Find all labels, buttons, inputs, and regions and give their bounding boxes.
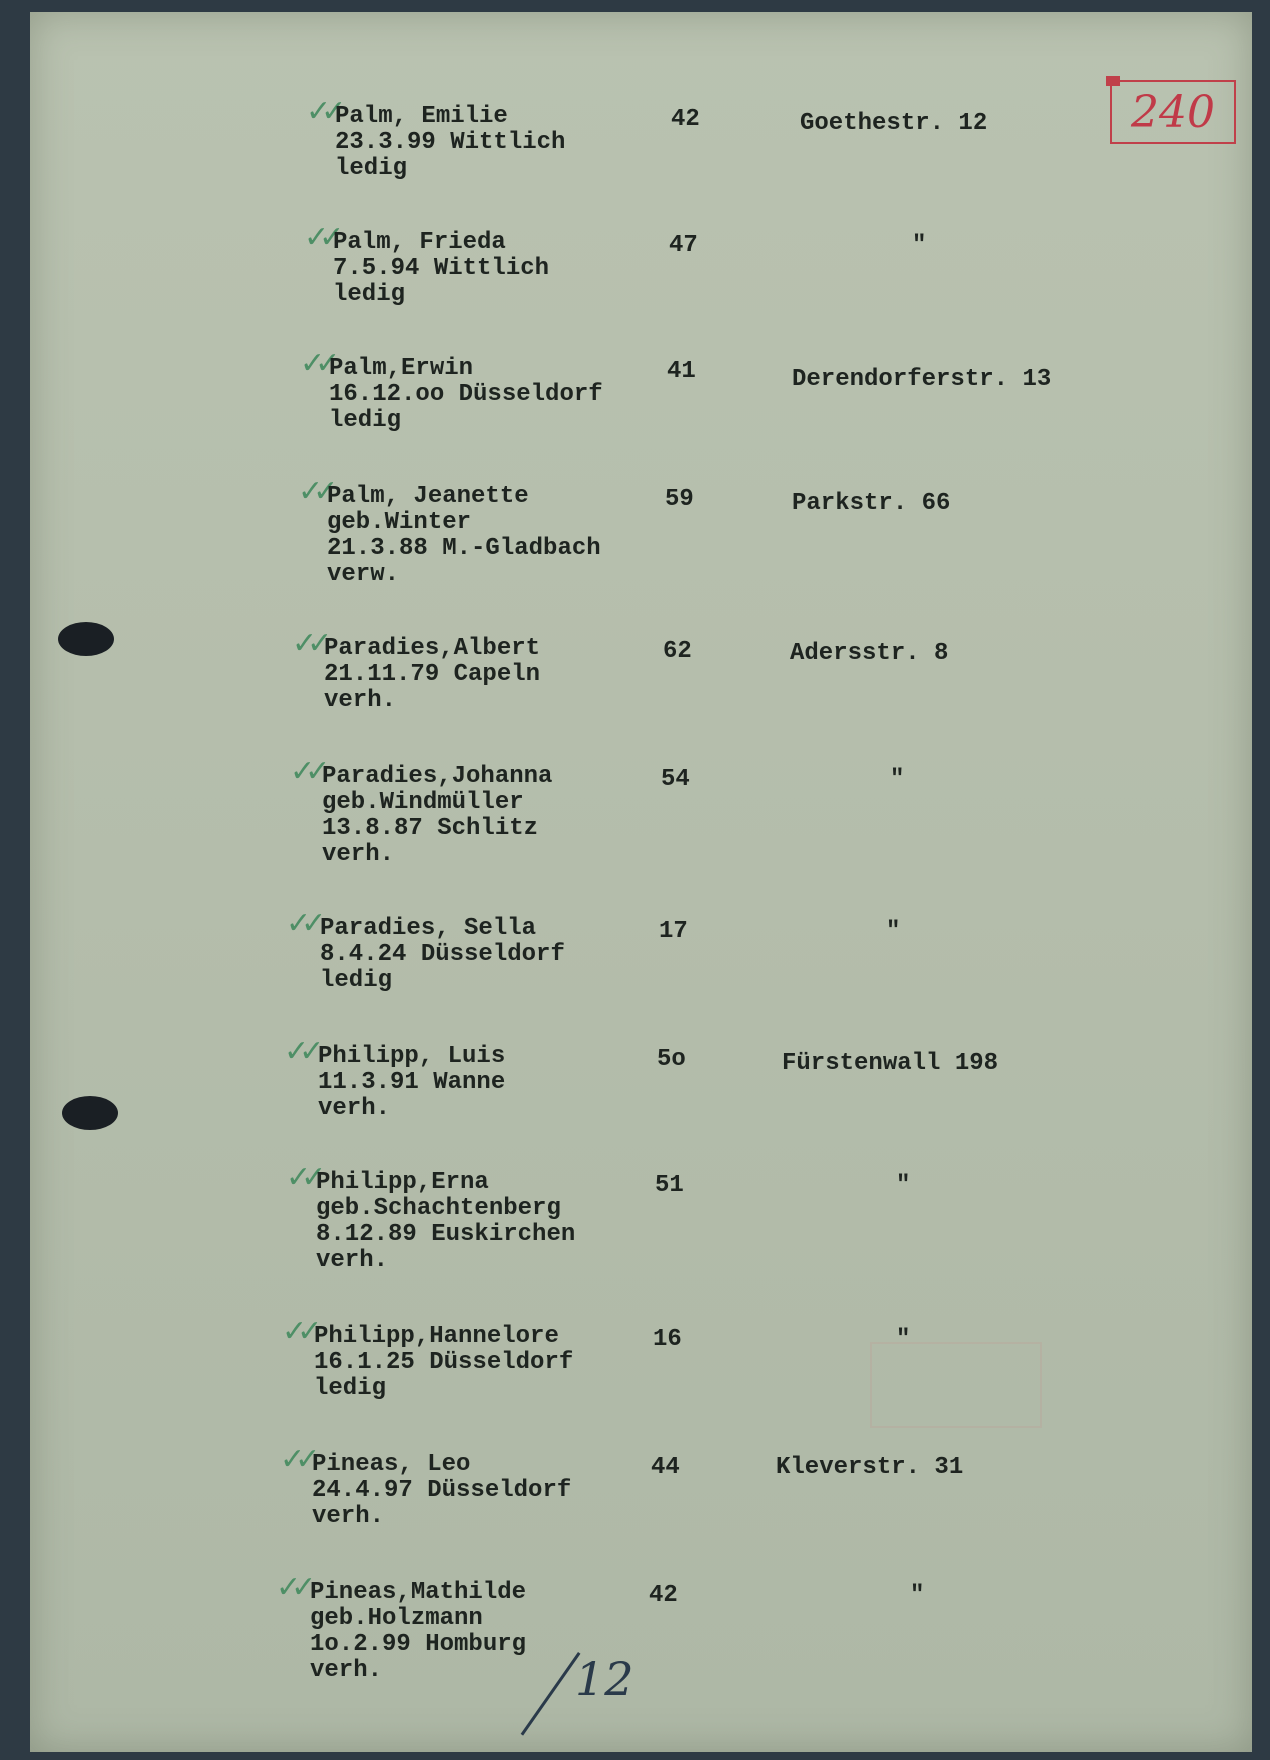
person-address: Adersstr. 8 [790,640,949,667]
person-address: Parkstr. 66 [792,490,951,517]
person-status: ledig [333,281,406,308]
person-birth: 11.3.91 Wanne [318,1069,506,1096]
check-mark-icon: ✓✓ [280,1442,311,1477]
person-name: Philipp,Hannelore [314,1323,559,1350]
person-name: Pineas,Mathilde [310,1579,527,1606]
footer-mark: 12 [575,1652,634,1706]
check-mark-icon: ✓✓ [276,1570,307,1605]
person-birth: 23.3.99 Wittlich [335,129,566,156]
check-mark-icon: ✓✓ [298,474,329,509]
person-status: ledig [335,155,408,182]
person-age: 44 [651,1454,680,1481]
person-status: verh. [324,687,397,714]
person-name: Palm, Emilie [335,103,508,130]
check-mark-icon: ✓✓ [284,1034,315,1069]
person-name: Palm, Jeanette [327,483,529,510]
person-birth: geb.Winter [327,509,472,536]
person-name: Paradies, Sella [320,915,537,942]
check-mark-icon: ✓✓ [290,754,321,789]
person-birth: 8.4.24 Düsseldorf [320,941,565,968]
person-birth: geb.Schachtenberg [316,1195,561,1222]
person-age: 47 [669,232,698,259]
person-address: " [910,1582,925,1609]
person-address: Fürstenwall 198 [782,1050,999,1077]
person-name: Palm, Frieda [333,229,506,256]
person-status: 21.3.88 M.-Gladbach [327,535,601,562]
person-block [312,1452,571,1530]
person-extra: verh. [316,1247,389,1274]
person-extra: verh. [310,1657,383,1684]
person-age: 59 [665,486,694,513]
check-mark-icon: ✓✓ [286,1160,317,1195]
footer-slash [521,1652,581,1736]
person-name: Paradies,Albert [324,635,541,662]
person-status: ledig [320,967,393,994]
person-status: verh. [318,1095,391,1122]
person-status: 13.8.87 Schlitz [322,815,539,842]
person-block [329,356,603,434]
person-age: 17 [659,918,688,945]
person-age: 42 [671,106,700,133]
check-mark-icon: ✓✓ [286,906,317,941]
person-address: " [896,1172,911,1199]
person-name: Philipp,Erna [316,1169,489,1196]
person-age: 62 [663,638,692,665]
check-mark-icon: ✓✓ [304,220,335,255]
check-mark-icon: ✓✓ [300,346,331,381]
person-block [318,1044,505,1122]
person-birth: geb.Holzmann [310,1605,483,1632]
person-name: Philipp, Luis [318,1043,506,1070]
person-birth: 24.4.97 Düsseldorf [312,1477,572,1504]
person-birth: 7.5.94 Wittlich [333,255,550,282]
person-block [314,1324,573,1402]
person-extra: verw. [327,561,400,588]
check-mark-icon: ✓✓ [292,626,323,661]
person-age: 51 [655,1172,684,1199]
person-status: ledig [314,1375,387,1402]
check-mark-icon: ✓✓ [282,1314,313,1349]
person-age: 16 [653,1326,682,1353]
person-block [310,1580,526,1684]
faint-stamp [870,1342,1042,1428]
person-age: 41 [667,358,696,385]
person-age: 42 [649,1582,678,1609]
person-block [324,636,540,714]
person-name: Palm,Erwin [329,355,474,382]
person-status: 8.12.89 Euskirchen [316,1221,576,1248]
person-address: Kleverstr. 31 [776,1454,964,1481]
person-birth: 16.1.25 Düsseldorf [314,1349,574,1376]
person-address: " [912,232,927,259]
page-number: 240 [1110,80,1236,144]
person-address: " [896,1326,911,1353]
person-block [327,484,601,588]
person-status: 1o.2.99 Homburg [310,1631,527,1658]
person-name: Paradies,Johanna [322,763,553,790]
person-age: 5o [657,1046,686,1073]
check-mark-icon: ✓✓ [306,94,337,129]
person-block [333,230,549,308]
person-status: verh. [312,1503,385,1530]
person-birth: geb.Windmüller [322,789,524,816]
person-block [322,764,552,868]
person-block [316,1170,575,1274]
person-name: Pineas, Leo [312,1451,471,1478]
person-age: 54 [661,766,690,793]
person-address: Derendorferstr. 13 [792,366,1052,393]
punch-hole [58,622,114,656]
person-address: " [886,918,901,945]
punch-hole [62,1096,118,1130]
person-birth: 16.12.oo Düsseldorf [329,381,603,408]
person-status: ledig [329,407,402,434]
person-block [335,104,565,182]
person-birth: 21.11.79 Capeln [324,661,541,688]
person-extra: verh. [322,841,395,868]
person-address: " [890,766,905,793]
document-page [30,12,1252,1752]
person-address: Goethestr. 12 [800,110,988,137]
person-block [320,916,565,994]
